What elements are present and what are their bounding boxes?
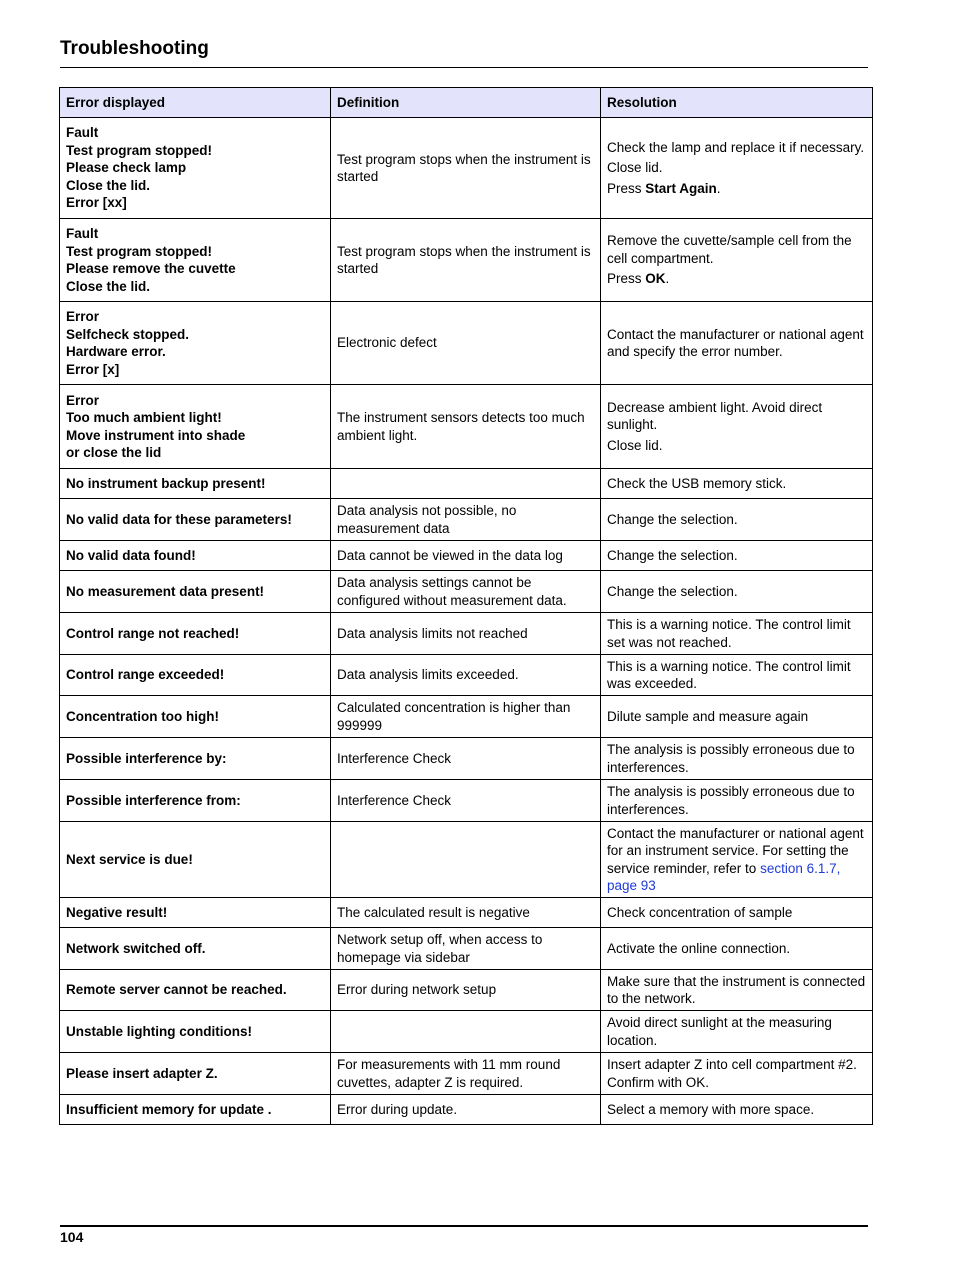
resolution-text: . bbox=[665, 271, 670, 287]
resolution-text: Contact the manufacturer or national agent for an instrument service. For setting the service reminder, refer to bbox=[607, 825, 864, 876]
error-line: Please insert adapter Z. bbox=[66, 1065, 218, 1081]
resolution-cell bbox=[601, 1095, 873, 1125]
error-line: Next service is due! bbox=[66, 851, 193, 867]
resolution-text: Change the selection. bbox=[607, 583, 738, 599]
error-line: Selfcheck stopped. bbox=[66, 326, 190, 342]
table-row bbox=[60, 302, 873, 385]
table-body bbox=[60, 118, 873, 1125]
table-row bbox=[60, 928, 873, 970]
definition-cell bbox=[331, 1011, 601, 1053]
definition-cell: Data cannot be viewed in the data log bbox=[331, 541, 601, 571]
error-cell bbox=[60, 822, 331, 898]
resolution-paragraph bbox=[607, 708, 866, 726]
resolution-paragraph bbox=[607, 232, 866, 267]
resolution-text: Change the selection. bbox=[607, 547, 738, 563]
resolution-paragraph bbox=[607, 270, 866, 288]
error-line: Control range not reached! bbox=[66, 625, 240, 641]
error-cell bbox=[60, 1095, 331, 1125]
button-name-text: Start Again bbox=[645, 180, 717, 196]
resolution-paragraph bbox=[607, 1056, 866, 1091]
definition-cell: Data analysis limits exceeded. bbox=[331, 655, 601, 696]
resolution-cell bbox=[601, 385, 873, 469]
error-line: Insufficient memory for update . bbox=[66, 1101, 272, 1117]
error-line: No measurement data present! bbox=[66, 583, 265, 599]
error-line: Too much ambient light! bbox=[66, 410, 222, 425]
resolution-cell bbox=[601, 219, 873, 302]
definition-cell bbox=[331, 822, 601, 898]
button-name-text: OK bbox=[645, 271, 666, 287]
table-row bbox=[60, 499, 873, 541]
error-line: Fault bbox=[66, 125, 99, 141]
error-line: Move instrument into shade bbox=[66, 427, 246, 443]
error-line: Network switched off. bbox=[66, 940, 206, 956]
error-cell bbox=[60, 385, 331, 469]
error-cell bbox=[60, 469, 331, 499]
table-row bbox=[60, 898, 873, 928]
error-cell bbox=[60, 898, 331, 928]
column-header-definition: Definition bbox=[331, 88, 601, 118]
error-cell bbox=[60, 302, 331, 385]
error-line: or close the lid bbox=[66, 445, 162, 460]
resolution-paragraph bbox=[607, 399, 866, 434]
resolution-paragraph bbox=[607, 326, 866, 361]
resolution-paragraph bbox=[607, 973, 866, 1008]
error-line: No valid data for these parameters! bbox=[66, 511, 292, 527]
error-line: Remote server cannot be reached. bbox=[66, 982, 287, 998]
resolution-text: The analysis is possibly erroneous due to interferences. bbox=[607, 784, 855, 817]
resolution-paragraph bbox=[607, 180, 866, 198]
error-cell bbox=[60, 1053, 331, 1095]
error-line: Close the lid. bbox=[66, 278, 151, 294]
error-line: Error [x] bbox=[66, 361, 120, 377]
error-line: Hardware error. bbox=[66, 344, 166, 359]
table-row bbox=[60, 1053, 873, 1095]
error-line: Please remove the cuvette bbox=[66, 261, 236, 276]
error-line: Test program stopped! bbox=[66, 142, 213, 158]
definition-cell: For measurements with 11 mm round cuvettes, adapter Z is required. bbox=[331, 1053, 601, 1095]
header-rule bbox=[60, 67, 868, 68]
error-line: Test program stopped! bbox=[66, 243, 213, 259]
resolution-cell bbox=[601, 613, 873, 655]
resolution-cell bbox=[601, 928, 873, 970]
definition-cell: The instrument sensors detects too much ambient light. bbox=[331, 385, 601, 469]
error-cell bbox=[60, 571, 331, 613]
error-line: Please check lamp bbox=[66, 160, 187, 176]
section-title: Troubleshooting bbox=[60, 38, 209, 59]
resolution-text: Insert adapter Z into cell compartment #2. Confirm with OK. bbox=[607, 1057, 857, 1090]
resolution-cell bbox=[601, 499, 873, 541]
table-row bbox=[60, 571, 873, 613]
resolution-paragraph bbox=[607, 547, 866, 565]
resolution-paragraph bbox=[607, 825, 866, 895]
resolution-paragraph bbox=[607, 1101, 866, 1119]
resolution-text: Check the lamp and replace it if necessary. bbox=[607, 139, 865, 155]
definition-cell: Interference Check bbox=[331, 738, 601, 780]
definition-cell: The calculated result is negative bbox=[331, 898, 601, 928]
table-row bbox=[60, 541, 873, 571]
error-line: Unstable lighting conditions! bbox=[66, 1023, 252, 1039]
resolution-paragraph bbox=[607, 741, 866, 776]
table-row bbox=[60, 1095, 873, 1125]
resolution-cell bbox=[601, 898, 873, 928]
resolution-text: Activate the online connection. bbox=[607, 940, 791, 956]
resolution-paragraph bbox=[607, 437, 866, 455]
error-line: Negative result! bbox=[66, 904, 168, 920]
error-line: Close the lid. bbox=[66, 177, 151, 193]
resolution-paragraph bbox=[607, 1014, 866, 1049]
column-header-resolution: Resolution bbox=[601, 88, 873, 118]
resolution-text: Select a memory with more space. bbox=[607, 1101, 815, 1117]
definition-cell: Data analysis not possible, no measurement data bbox=[331, 499, 601, 541]
table-row bbox=[60, 469, 873, 499]
definition-cell: Error during network setup bbox=[331, 970, 601, 1011]
resolution-paragraph bbox=[607, 159, 866, 177]
section-reference-link[interactable]: section 6.1.7, page 93 bbox=[607, 860, 841, 893]
error-cell bbox=[60, 780, 331, 822]
error-cell bbox=[60, 219, 331, 302]
resolution-text: Check the USB memory stick. bbox=[607, 475, 787, 491]
resolution-cell bbox=[601, 571, 873, 613]
resolution-text: Close lid. bbox=[607, 160, 663, 176]
resolution-cell bbox=[601, 541, 873, 571]
error-cell bbox=[60, 541, 331, 571]
resolution-text: Press bbox=[607, 180, 646, 196]
error-cell bbox=[60, 696, 331, 738]
resolution-cell bbox=[601, 780, 873, 822]
table-row bbox=[60, 1011, 873, 1053]
error-cell bbox=[60, 118, 331, 219]
resolution-paragraph bbox=[607, 475, 866, 493]
table-row bbox=[60, 655, 873, 696]
resolution-paragraph bbox=[607, 783, 866, 818]
resolution-text: Make sure that the instrument is connected to the network. bbox=[607, 973, 866, 1006]
error-cell bbox=[60, 499, 331, 541]
resolution-text: This is a warning notice. The control limit was exceeded. bbox=[607, 658, 851, 691]
resolution-text: This is a warning notice. The control limit set was not reached. bbox=[607, 617, 851, 650]
error-line: Error bbox=[66, 392, 100, 408]
error-cell bbox=[60, 613, 331, 655]
troubleshooting-table bbox=[59, 87, 873, 1125]
resolution-text: Dilute sample and measure again bbox=[607, 708, 809, 724]
table-row bbox=[60, 970, 873, 1011]
resolution-text: Decrease ambient light. Avoid direct sunlight. bbox=[607, 399, 823, 433]
error-line: Possible interference from: bbox=[66, 792, 241, 808]
resolution-text: Press bbox=[607, 271, 646, 287]
resolution-paragraph bbox=[607, 940, 866, 958]
resolution-paragraph bbox=[607, 658, 866, 693]
resolution-cell bbox=[601, 1053, 873, 1095]
table-row bbox=[60, 822, 873, 898]
error-line: Error bbox=[66, 309, 100, 324]
table-header-row bbox=[60, 88, 873, 118]
resolution-cell bbox=[601, 738, 873, 780]
definition-cell: Calculated concentration is higher than 999999 bbox=[331, 696, 601, 738]
resolution-cell bbox=[601, 696, 873, 738]
definition-cell: Network setup off, when access to homepage via sidebar bbox=[331, 928, 601, 970]
definition-cell: Error during update. bbox=[331, 1095, 601, 1125]
table-row bbox=[60, 696, 873, 738]
resolution-cell bbox=[601, 1011, 873, 1053]
resolution-text: Close lid. bbox=[607, 437, 663, 453]
definition-cell: Test program stops when the instrument is started bbox=[331, 118, 601, 219]
resolution-cell bbox=[601, 970, 873, 1011]
error-cell bbox=[60, 1011, 331, 1053]
resolution-text: The analysis is possibly erroneous due to interferences. bbox=[607, 742, 855, 775]
resolution-text: Avoid direct sunlight at the measuring location. bbox=[607, 1015, 832, 1048]
resolution-cell bbox=[601, 469, 873, 499]
error-line: No valid data found! bbox=[66, 547, 196, 563]
resolution-text: Check concentration of sample bbox=[607, 904, 793, 920]
resolution-text: Remove the cuvette/sample cell from the cell compartment. bbox=[607, 233, 852, 266]
resolution-paragraph bbox=[607, 139, 866, 157]
error-cell bbox=[60, 738, 331, 780]
error-line: Error [xx] bbox=[66, 195, 127, 211]
error-cell bbox=[60, 655, 331, 696]
resolution-cell bbox=[601, 655, 873, 696]
resolution-paragraph bbox=[607, 904, 866, 922]
resolution-cell bbox=[601, 822, 873, 898]
definition-cell: Data analysis limits not reached bbox=[331, 613, 601, 655]
table-row bbox=[60, 219, 873, 302]
resolution-text: Contact the manufacturer or national agent and specify the error number. bbox=[607, 326, 864, 359]
resolution-paragraph bbox=[607, 583, 866, 601]
table-row bbox=[60, 780, 873, 822]
resolution-cell bbox=[601, 118, 873, 219]
resolution-text: . bbox=[716, 180, 721, 196]
column-header-error: Error displayed bbox=[60, 88, 331, 118]
resolution-paragraph bbox=[607, 616, 866, 651]
error-line: Possible interference by: bbox=[66, 750, 227, 766]
definition-cell bbox=[331, 469, 601, 499]
resolution-text: Change the selection. bbox=[607, 511, 738, 527]
table-row bbox=[60, 613, 873, 655]
resolution-cell bbox=[601, 302, 873, 385]
error-cell bbox=[60, 970, 331, 1011]
error-line: Fault bbox=[66, 226, 99, 241]
error-line: No instrument backup present! bbox=[66, 475, 266, 491]
error-cell bbox=[60, 928, 331, 970]
definition-cell: Test program stops when the instrument is started bbox=[331, 219, 601, 302]
error-line: Concentration too high! bbox=[66, 708, 219, 724]
table-row bbox=[60, 385, 873, 469]
definition-cell: Interference Check bbox=[331, 780, 601, 822]
table-row bbox=[60, 738, 873, 780]
table-row bbox=[60, 118, 873, 219]
error-line: Control range exceeded! bbox=[66, 667, 225, 683]
definition-cell: Data analysis settings cannot be configured without measurement data. bbox=[331, 571, 601, 613]
resolution-paragraph bbox=[607, 511, 866, 529]
footer-rule bbox=[60, 1225, 868, 1227]
page-number: 104 bbox=[60, 1229, 84, 1245]
definition-cell: Electronic defect bbox=[331, 302, 601, 385]
